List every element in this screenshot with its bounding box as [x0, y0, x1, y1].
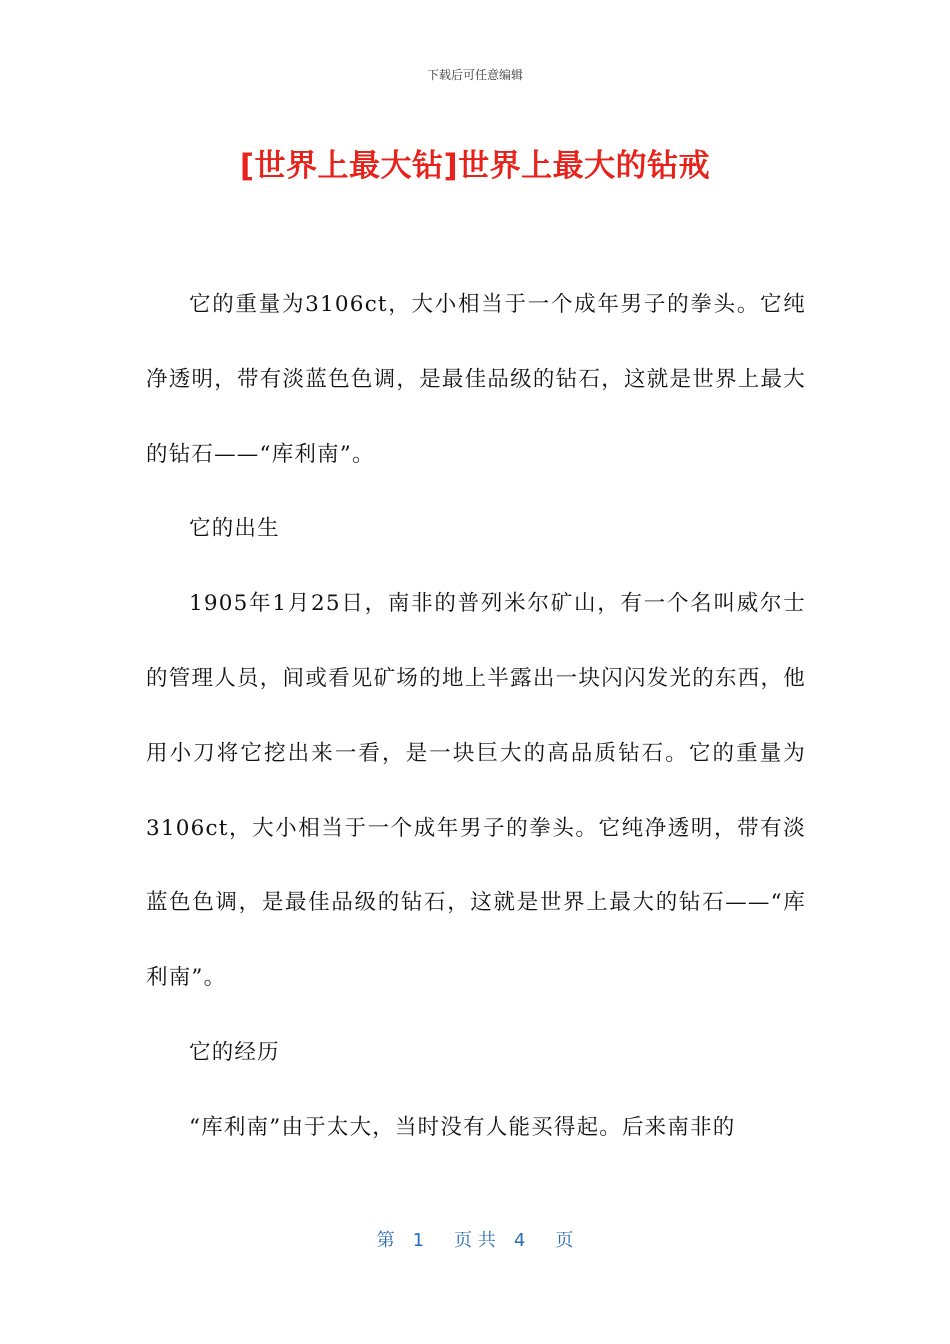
paragraph-intro: 它的重量为3106ct，大小相当于一个成年男子的拳头。它纯净透明，带有淡蓝色色调，是最佳品级的钻石，这就是世界上最大的钻石——“库利南”。 [146, 292, 806, 467]
paragraph-history: “库利南”由于太大，当时没有人能买得起。后来南非的 [189, 1114, 736, 1140]
document-title: [世界上最大钻]世界上最大的钻戒 [239, 148, 711, 184]
section-heading-history: 它的经历 [189, 1039, 280, 1065]
section-heading-birth: 它的出生 [189, 516, 280, 542]
header-note: 下载后可任意编辑 [426, 68, 523, 82]
paragraph-discovery: 1905年1月25日，南非的普列米尔矿山，有一个名叫威尔士的管理人员，间或看见矿场的地上半露出一块闪闪发光的东西，他用小刀将它挖出来一看，是一块巨大的高品质钻石。它的重量为3106ct，大小相当于一个成年男子的拳头。它纯净透明，带有淡蓝色色调，是最佳品级的钻石，这就是世界上最大的钻石——“库利南”。 [146, 591, 806, 991]
footer-middle: 页 共 [454, 1230, 496, 1251]
footer-prefix: 第 [376, 1230, 395, 1251]
document-body [146, 268, 806, 1166]
footer-current-page: 1 [412, 1230, 425, 1251]
page-footer [0, 1226, 950, 1252]
footer-total-pages: 4 [513, 1230, 526, 1251]
footer-suffix: 页 [555, 1230, 574, 1251]
